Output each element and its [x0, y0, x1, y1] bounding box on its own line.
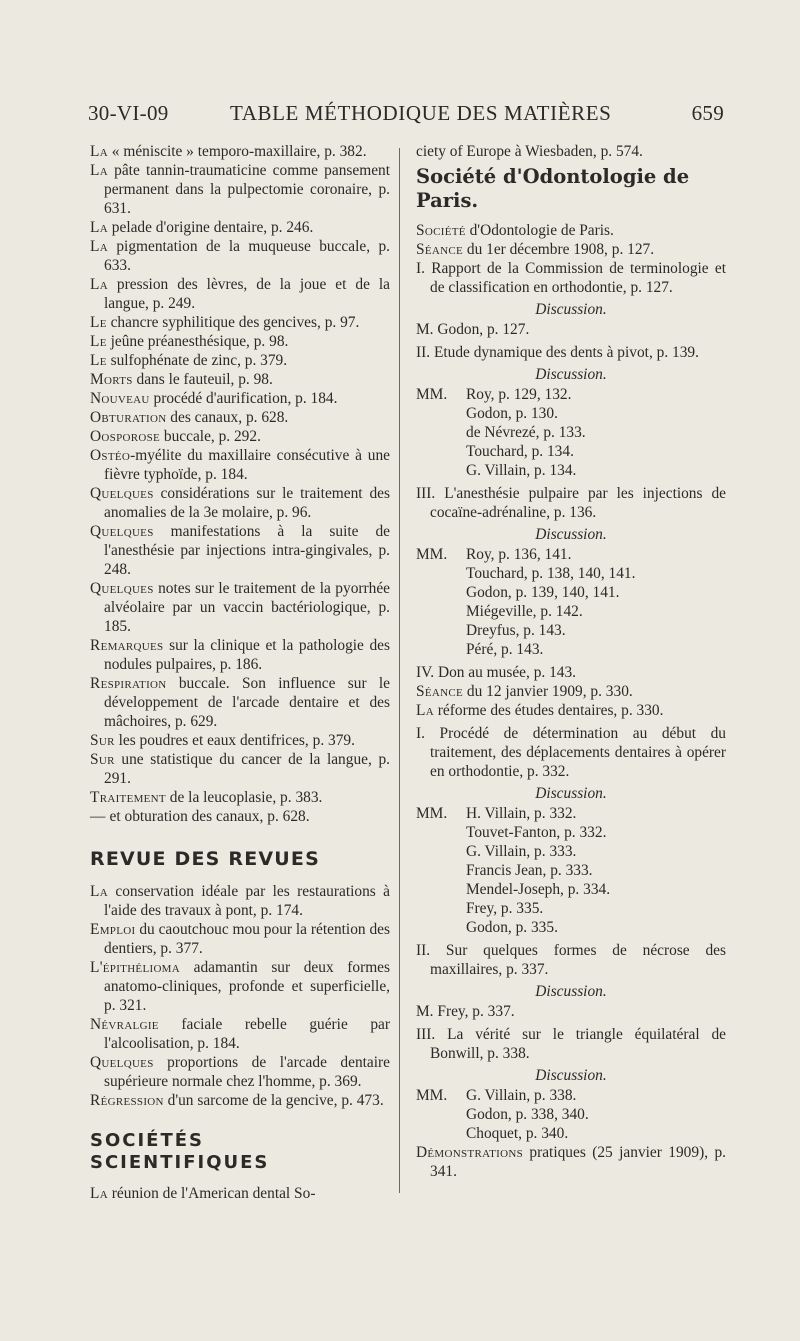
index-entry: Sur une statistique du cancer de la langue, p. 291. — [90, 751, 390, 787]
agenda-item: III. La vérité sur le triangle équilatéral de Bonwill, p. 338. — [416, 1026, 726, 1062]
speaker-name: Godon, p. 338, 340. — [466, 1106, 589, 1123]
speaker-list: MM. H. Villain, p. 332. Touvet-Fanton, p. 332. G. Villain, p. 333. Francis Jean, p. 333. Mendel-Joseph, p. 334. Frey, p. 335. Godon, p. 335. — [416, 804, 726, 937]
topic-entry: La réforme des études dentaires, p. 330. — [416, 702, 664, 719]
speaker-name: Godon, p. 139, 140, 141. — [466, 584, 620, 601]
header-date: 30-VI-09 — [88, 101, 169, 125]
index-entry: La réunion de l'American dental So- — [90, 1185, 316, 1202]
index-entry: Quelques proportions de l'arcade dentaire supérieure normale chez l'homme, p. 369. — [90, 1054, 390, 1090]
column-divider — [399, 148, 400, 1193]
agenda-item: II. Sur quelques formes de nécrose des maxillaires, p. 337. — [416, 942, 726, 978]
speaker-name: Dreyfus, p. 143. — [466, 622, 566, 639]
right-column — [416, 142, 726, 1181]
speaker-name: Péré, p. 143. — [466, 641, 544, 658]
discussion-label: Discussion. — [535, 526, 607, 543]
index-entry: Respiration buccale. Son influence sur le développement de l'arcade dentaire et des mâchoires, p. 629. — [90, 675, 390, 730]
speaker-name: Miégeville, p. 142. — [466, 603, 583, 620]
speaker-list: MM. Roy, p. 129, 132. Godon, p. 130. de Névrezé, p. 133. Touchard, p. 134. G. Villain, p. 134. — [416, 385, 726, 480]
revues-entries — [90, 882, 390, 1110]
speaker-name: Godon, p. 335. — [466, 919, 558, 936]
speaker-name: Mendel-Joseph, p. 334. — [466, 881, 611, 898]
speaker-name: G. Villain, p. 333. — [466, 843, 577, 860]
index-entry: Oosporose buccale, p. 292. — [90, 428, 261, 445]
index-entry: Le chancre syphilitique des gencives, p. 97. — [90, 314, 360, 331]
agenda-item: III. L'anesthésie pulpaire par les injections de cocaïne-adrénaline, p. 136. — [416, 485, 726, 521]
index-entry: Morts dans le fauteuil, p. 98. — [90, 371, 273, 388]
index-entry: Sur les poudres et eaux dentifrices, p. 379. — [90, 732, 355, 749]
index-entry: Quelques notes sur le traitement de la pyorrhée alvéolaire par un vaccin bactériologique, p. 185. — [90, 580, 390, 635]
speaker-name: Roy, p. 136, 141. — [466, 546, 572, 563]
index-entry: Nouveau procédé d'aurification, p. 184. — [90, 390, 338, 407]
index-entry: Le jeûne préanesthésique, p. 98. — [90, 333, 289, 350]
seance-entry: Séance du 12 janvier 1909, p. 330. — [416, 683, 633, 700]
index-entry: — et obturation des canaux, p. 628. — [90, 808, 310, 825]
index-entry: La pelade d'origine dentaire, p. 246. — [90, 219, 314, 236]
agenda-item: IV. Don au musée, p. 143. — [416, 664, 577, 681]
section-heading-odontologie: Société d'Odontologie de Paris. — [416, 165, 690, 212]
discussion-label: Discussion. — [535, 785, 607, 802]
index-entry: La pâte tannin-traumaticine comme pansement permanent dans la pulpectomie coronaire, p. 631. — [90, 162, 390, 217]
section-heading-societes: SOCIÉTÉS SCIENTIFIQUES — [90, 1130, 270, 1173]
index-entry: L'épithélioma adamantin sur deux formes anatomo-cliniques, profonde et superficielle, p. 321. — [90, 959, 390, 1014]
index-entry: Régression d'un sarcome de la gencive, p. 473. — [90, 1092, 384, 1109]
header-title: TABLE MÉTHODIQUE DES MATIÈRES — [230, 101, 612, 125]
demonstrations-entry: Démonstrations pratiques (25 janvier 1909), p. 341. — [416, 1144, 726, 1180]
discussion-label: Discussion. — [535, 983, 607, 1000]
speaker-entry: M. Frey, p. 337. — [416, 1003, 515, 1020]
discussion-label: Discussion. — [535, 1067, 607, 1084]
section-heading-revues: REVUE DES REVUES — [90, 848, 320, 870]
index-entry: La pigmentation de la muqueuse buccale, p. 633. — [90, 238, 390, 274]
speaker-name: H. Villain, p. 332. — [466, 805, 577, 822]
speaker-name: G. Villain, p. 134. — [466, 462, 577, 479]
index-entries — [90, 142, 390, 826]
speaker-name: Francis Jean, p. 333. — [466, 862, 593, 879]
agenda-item: I. Procédé de détermination au début du traitement, des déplacements dentaires à opérer en orthodontie, p. 332. — [416, 725, 726, 780]
index-entry: Le sulfophénate de zinc, p. 379. — [90, 352, 288, 369]
discussion-label: Discussion. — [535, 366, 607, 383]
left-column — [90, 142, 390, 1203]
index-entry: Remarques sur la clinique et la pathologie des nodules pulpaires, p. 186. — [90, 637, 390, 673]
speaker-name: Godon, p. 130. — [466, 405, 558, 422]
seance-entry: Séance du 1er décembre 1908, p. 127. — [416, 241, 655, 258]
speaker-name: Frey, p. 335. — [466, 900, 544, 917]
speaker-entry: M. Godon, p. 127. — [416, 321, 530, 338]
agenda-item: II. Etude dynamique des dents à pivot, p. 139. — [416, 344, 699, 361]
index-entry: Obturation des canaux, p. 628. — [90, 409, 289, 426]
index-entry: Névralgie faciale rebelle guérie par l'alcoolisation, p. 184. — [90, 1016, 390, 1052]
index-entry: Quelques manifestations à la suite de l'anesthésie par injections intra-gingivales, p. 248. — [90, 523, 390, 578]
discussion-label: Discussion. — [535, 301, 607, 318]
speaker-list: MM. Roy, p. 136, 141. Touchard, p. 138, 140, 141. Godon, p. 139, 140, 141. Miégeville, p. 142. Dreyfus, p. 143. Péré, p. 143. — [416, 545, 726, 659]
agenda-item: I. Rapport de la Commission de terminologie et de classification en orthodontie, p. 127. — [416, 260, 726, 296]
index-entry: La conservation idéale par les restaurations à l'aide des travaux à pont, p. 174. — [90, 883, 390, 919]
index-entry: Quelques considérations sur le traitement des anomalies de la 3e molaire, p. 96. — [90, 485, 390, 521]
speaker-name: Touchard, p. 134. — [466, 443, 574, 460]
index-entry: La pression des lèvres, de la joue et de la langue, p. 249. — [90, 276, 390, 312]
speaker-name: Roy, p. 129, 132. — [466, 386, 572, 403]
index-entry: La « méniscite » temporo-maxillaire, p. 382. — [90, 143, 367, 160]
index-entry: Ostéo-myélite du maxillaire consécutive à une fièvre typhoïde, p. 184. — [90, 447, 390, 483]
running-header — [88, 101, 724, 135]
speaker-name: G. Villain, p. 338. — [466, 1087, 577, 1104]
speaker-name: Touvet-Fanton, p. 332. — [466, 824, 607, 841]
speaker-list: MM. G. Villain, p. 338. Godon, p. 338, 340. Choquet, p. 340. — [416, 1086, 726, 1143]
society-entry: Société d'Odontologie de Paris. — [416, 222, 614, 239]
speaker-name: de Névrezé, p. 133. — [466, 424, 586, 441]
index-entry: Traitement de la leucoplasie, p. 383. — [90, 789, 323, 806]
continuation-text: ciety of Europe à Wiesbaden, p. 574. — [416, 143, 643, 160]
speaker-name: Choquet, p. 340. — [466, 1125, 569, 1142]
index-entry: Emploi du caoutchouc mou pour la rétention des dentiers, p. 377. — [90, 921, 390, 957]
page-number: 659 — [691, 101, 724, 125]
speaker-name: Touchard, p. 138, 140, 141. — [466, 565, 636, 582]
